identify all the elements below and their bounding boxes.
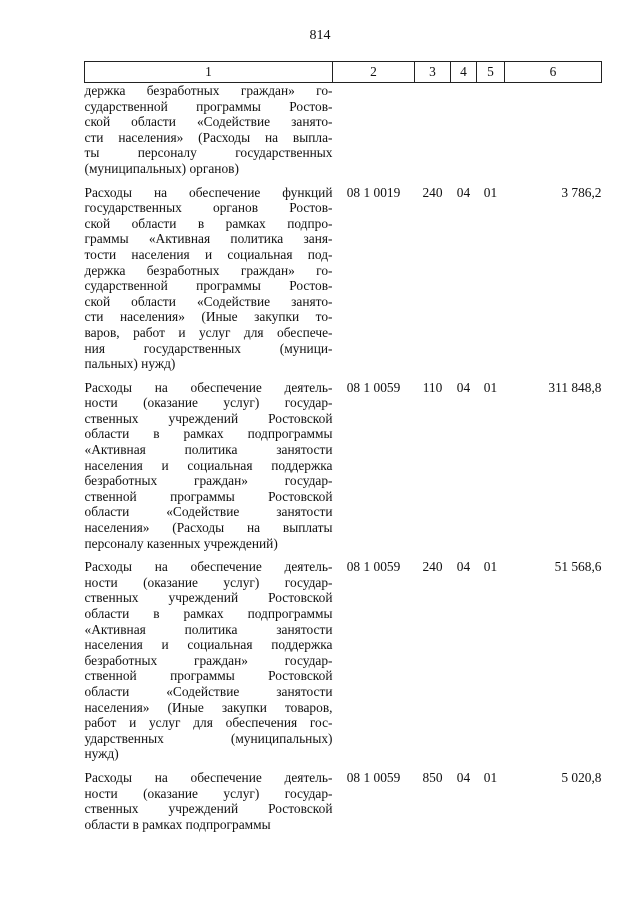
description-line: сти населения» (Расходы на выпла- <box>84 129 333 145</box>
table-row <box>85 83 602 177</box>
expense-description <box>85 380 333 552</box>
subsection-code: 01 <box>483 379 498 395</box>
description-line: населения и социальная поддержка <box>84 457 333 473</box>
column-header-1: 1 <box>85 62 333 83</box>
row-spacer <box>85 551 602 559</box>
expense-description <box>85 559 333 762</box>
description-line: «Активная политика занятости <box>84 442 333 458</box>
column-header-4: 4 <box>451 62 477 83</box>
description-line: тости населения и социальная под- <box>84 246 333 262</box>
description-line: ударственных (муниципальных) <box>84 730 333 746</box>
description-line: государственных органов Ростов- <box>84 200 333 216</box>
description-line: ности (оказание услуг) государ- <box>84 395 333 411</box>
subsection-code <box>477 83 505 177</box>
column-header-6: 6 <box>505 62 602 83</box>
budget-table <box>84 61 602 832</box>
expense-type: 240 <box>422 559 443 575</box>
description-line: работ и услуг для обеспечения гос- <box>84 715 333 731</box>
description-line: ственных учреждений Ростовской <box>84 801 333 817</box>
description-line: ской области «Содействие занято- <box>84 293 333 309</box>
column-header-2: 2 <box>333 62 415 83</box>
description-line: ственных учреждений Ростовской <box>84 410 333 426</box>
description-line: «Активная политика занятости <box>84 621 333 637</box>
description-line: сударственной программы Ростов- <box>84 98 333 114</box>
description-line: области в рамках подпрограммы <box>84 816 271 832</box>
amount: 3 786,2 <box>561 184 602 200</box>
table-row <box>85 770 602 832</box>
description-line: ты персоналу государственных <box>84 145 333 161</box>
amount <box>505 83 602 177</box>
description-line: ственных учреждений Ростовской <box>84 590 333 606</box>
description-line: Расходы на обеспечение деятель- <box>84 379 333 395</box>
expense-description <box>85 770 333 832</box>
description-line: Расходы на обеспечение деятель- <box>84 559 333 575</box>
expense-description <box>85 185 333 372</box>
description-line: ственной программы Ростовской <box>84 668 333 684</box>
description-line: Расходы на обеспечение функций <box>84 184 333 200</box>
description-line: сударственной программы Ростов- <box>84 278 333 294</box>
description-line: области в рамках подпрограммы <box>84 606 333 621</box>
expense-description <box>85 83 333 177</box>
description-line: населения» (Расходы на выплаты <box>84 520 333 536</box>
expense-type: 850 <box>422 769 443 785</box>
column-header-3: 3 <box>415 62 451 83</box>
expense-type: 240 <box>422 184 443 200</box>
subsection-code: 01 <box>483 559 498 575</box>
section-code: 04 <box>456 184 471 200</box>
amount: 51 568,6 <box>554 559 602 575</box>
table-row <box>85 559 602 762</box>
description-line: варов, работ и услуг для обеспече- <box>84 324 333 340</box>
section-code: 04 <box>456 379 471 395</box>
description-line: ственной программы Ростовской <box>84 488 333 504</box>
target-code: 08 1 0059 <box>346 379 401 395</box>
target-code: 08 1 0019 <box>346 184 401 200</box>
description-line: области «Содействие занятости <box>84 504 333 520</box>
section-code: 04 <box>456 559 471 575</box>
amount: 311 848,8 <box>548 379 602 395</box>
table-row <box>85 185 602 372</box>
target-code <box>333 83 415 177</box>
row-spacer <box>85 372 602 380</box>
column-header-row <box>85 62 602 83</box>
page-number: 814 <box>309 28 331 43</box>
target-code: 08 1 0059 <box>346 559 401 575</box>
description-line: ности (оказание услуг) государ- <box>84 785 333 801</box>
section-code: 04 <box>456 769 471 785</box>
section-code <box>451 83 477 177</box>
description-line: сти населения» (Иные закупки то- <box>84 309 333 325</box>
description-line: (муниципальных) органов) <box>84 160 239 176</box>
table-row <box>85 380 602 552</box>
description-line: нужд) <box>84 746 119 762</box>
subsection-code: 01 <box>483 184 498 200</box>
description-line: области «Содействие занятости <box>84 683 333 699</box>
description-line: ской области в рамках подпро- <box>84 215 333 231</box>
description-line: пальных) нужд) <box>84 356 176 372</box>
description-line: безработных граждан» государ- <box>84 652 333 668</box>
description-line: персоналу казенных учреждений) <box>84 535 278 551</box>
description-line: держка безработных граждан» го- <box>84 83 333 98</box>
expense-type: 110 <box>422 379 443 395</box>
amount: 5 020,8 <box>561 769 602 785</box>
description-line: безработных граждан» государ- <box>84 473 333 489</box>
description-line: населения и социальная поддержка <box>84 637 333 653</box>
description-line: ской области «Содействие занято- <box>84 114 333 130</box>
description-line: населения» (Иные закупки товаров, <box>84 699 333 715</box>
row-spacer <box>85 762 602 770</box>
description-line: граммы «Активная политика заня- <box>84 231 333 247</box>
target-code: 08 1 0059 <box>346 769 401 785</box>
description-line: ния государственных (муници- <box>84 340 333 356</box>
description-line: ности (оказание услуг) государ- <box>84 574 333 590</box>
row-spacer <box>85 177 602 185</box>
description-line: Расходы на обеспечение деятель- <box>84 769 333 785</box>
column-header-5: 5 <box>477 62 505 83</box>
expense-type <box>415 83 451 177</box>
description-line: области в рамках подпрограммы <box>84 426 333 442</box>
table-body <box>85 83 602 833</box>
subsection-code: 01 <box>483 769 498 785</box>
description-line: держка безработных граждан» го- <box>84 262 333 278</box>
